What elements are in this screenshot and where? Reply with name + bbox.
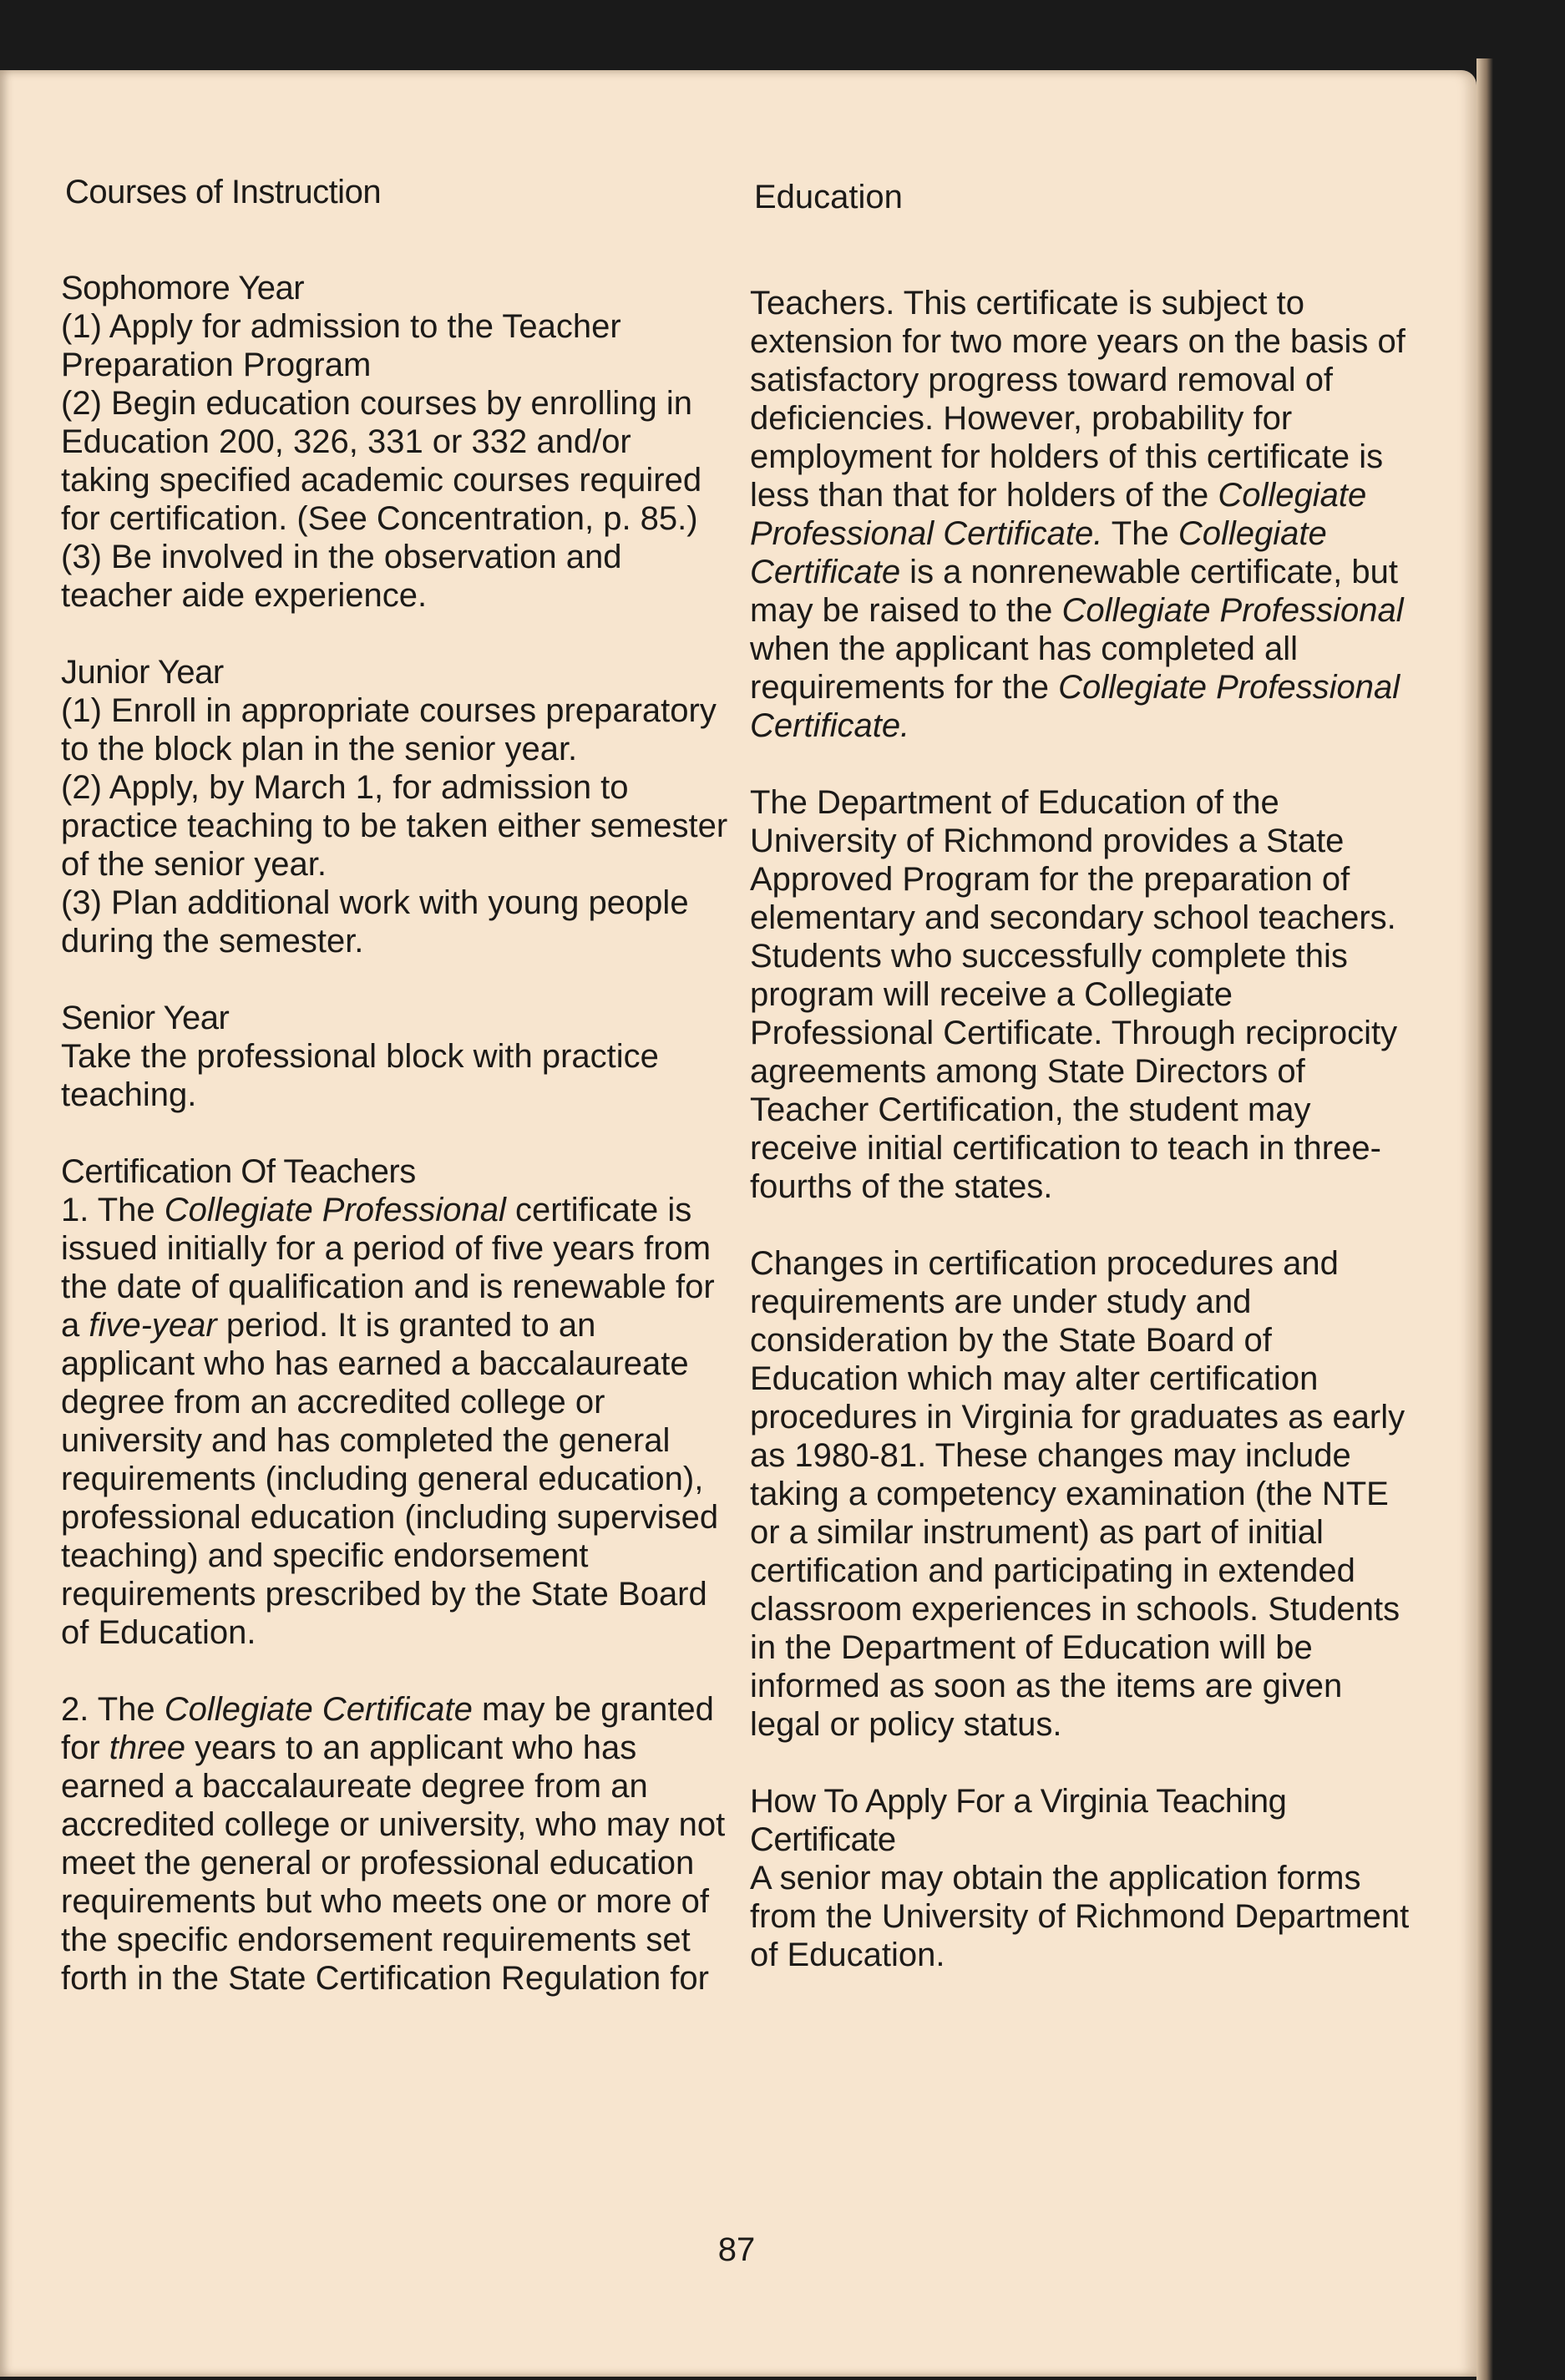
junior-section xyxy=(61,653,729,960)
running-head-right: Education xyxy=(754,179,903,215)
certification-section xyxy=(61,1152,729,1998)
page-number: 87 xyxy=(717,2231,756,2268)
section-heading-apply: How To Apply For a Virginia Teaching Certificate xyxy=(750,1783,1287,1858)
senior-text: Take the professional block with practice teaching. xyxy=(61,1038,659,1113)
junior-item-1: (1) Enroll in appropriate courses preparatory to the block plan in the senior year. xyxy=(61,692,717,767)
certification-paragraph-2: 2. The Collegiate Certificate may be granted for three years to an applicant who has earned a baccalaureate degree from an accredited college or university, who may not meet the general or professional education requirements but who meets one or more of the specific endorsement requirements set forth in the State Certification Regulation for xyxy=(61,1691,726,1997)
right-column xyxy=(750,284,1418,1974)
page-edge xyxy=(1476,58,1493,2380)
left-column xyxy=(61,269,729,1998)
junior-item-2: (2) Apply, by March 1, for admission to practice teaching to be taken either semester of the senior year. xyxy=(61,769,728,883)
sophomore-item-1: (1) Apply for admission to the Teacher Preparation Program xyxy=(61,308,621,383)
section-heading-senior: Senior Year xyxy=(61,1000,230,1036)
sophomore-item-3: (3) Be involved in the observation and teacher aide experience. xyxy=(61,539,622,614)
section-heading-sophomore: Sophomore Year xyxy=(61,270,305,306)
apply-text: A senior may obtain the application forms from the University of Richmond Department of Education. xyxy=(750,1860,1410,1973)
sophomore-section xyxy=(61,269,729,615)
department-paragraph: The Department of Education of the University of Richmond provides a State Approved Program for the preparation of elementary and secondary school teachers. Students who successfully complete this program will receive a Collegiate Professional Certificate. Through reciprocity agreements among State Directors of Teacher Certification, the student may receive initial certification to teach in three-fourths of the states. xyxy=(750,784,1398,1205)
section-heading-junior: Junior Year xyxy=(61,654,224,691)
changes-paragraph: Changes in certification procedures and requirements are under study and consideration by the State Board of Education which may alter certification procedures in Virginia for graduates as early as 1980-81. These changes may include taking a competency examination (the NTE or a similar instrument) as part of initial certification and participating in extended classroom experiences in schools. Students in the Department of Education will be informed as soon as the items are given legal or policy status. xyxy=(750,1245,1405,1743)
continuation-paragraph: Teachers. This certificate is subject to extension for two more years on the basis of satisfactory progress toward removal of deficiencies. However, probability for employment for holders of this certificate is less than that for holders of the Collegiate Professional Certificate. The Collegiate Certificate is a nonrenewable certificate, but may be raised to the Collegiate Professional when the applicant has completed all requirements for the Collegiate Professional Certificate. xyxy=(750,285,1405,744)
certification-paragraph-1: 1. The Collegiate Professional certificate is issued initially for a period of five years from the date of qualification and is renewable for a five-year period. It is granted to an applicant who has earned a baccalaureate degree from an accredited college or university and has completed the general requirements (including general education), professional education (including supervised teaching) and specific endorsement requirements prescribed by the State Board of Education. xyxy=(61,1192,719,1651)
senior-section xyxy=(61,999,729,1114)
sophomore-item-2: (2) Begin education courses by enrolling in Education 200, 326, 331 or 332 and/or taking specified academic courses required for certification. (See Concentration, p. 85.) xyxy=(61,385,702,537)
running-head-left: Courses of Instruction xyxy=(65,174,382,210)
section-heading-certification: Certification Of Teachers xyxy=(61,1153,416,1190)
junior-item-3: (3) Plan additional work with young people during the semester. xyxy=(61,884,689,960)
